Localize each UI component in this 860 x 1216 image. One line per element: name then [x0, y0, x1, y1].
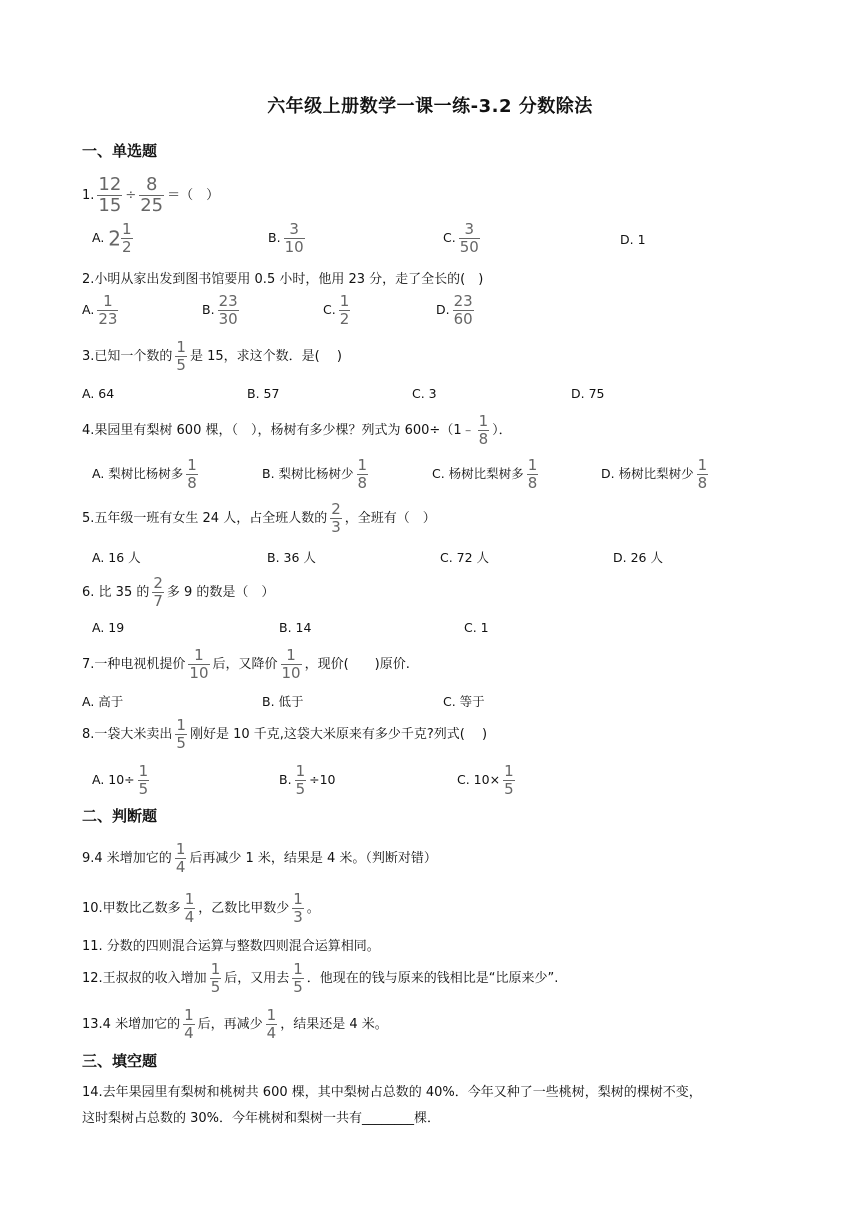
question-7: 7.一种电视机提价 $\frac{1}{10}$ 后，又降价 $\frac{1}{10}$ ，现价( )原价. — [82, 646, 410, 682]
fraction: $\frac{1}{5}$ — [210, 960, 221, 996]
question-14-line-1: 14.去年果园里有梨树和桃树共 600 棵，其中梨树占总数的 40%．今年又种了一些桃树，梨树的棵树不变， — [82, 1085, 702, 1100]
option-a[interactable]: A. $\frac{1}{23}$ — [82, 292, 118, 328]
fraction: $\frac{8}{25}$ — [140, 174, 164, 216]
question-12: 12.王叔叔的收入增加 $\frac{1}{5}$ 后，又用去 $\frac{1}{5}$ ．他现在的钱与原来的钱相比是“比原来少”. — [82, 960, 559, 996]
section-heading-fill-in: 三、填空题 — [82, 1052, 158, 1070]
option-c[interactable]: C. 3 — [412, 386, 437, 401]
fraction: $\frac{1}{5}$ — [295, 762, 306, 798]
option-b[interactable]: B. 14 — [279, 620, 312, 635]
question-6: 6. 比 35 的 $\frac{2}{7}$ 多 9 的数是（ ） — [82, 574, 275, 610]
option-d[interactable]: D. 杨树比梨树少 $\frac{1}{8}$ — [601, 456, 708, 492]
fraction: $\frac{1}{23}$ — [98, 292, 118, 328]
fraction: $\frac{1}{5}$ — [138, 762, 149, 798]
question-4: 4.果园里有梨树 600 棵，（ ），杨树有多少棵？列式为 600÷（1﹣ $\frac{1}{8}$ ）． — [82, 412, 512, 448]
fraction: $\frac{1}{4}$ — [184, 890, 195, 926]
option-c[interactable]: C. 杨树比梨树多 $\frac{1}{8}$ — [432, 456, 538, 492]
question-14-line-2: 这时梨树占总数的 30%．今年桃树和梨树一共有________棵． — [82, 1111, 441, 1126]
fraction: $\frac{2}{7}$ — [153, 574, 163, 610]
question-14 — [82, 1080, 782, 1132]
fraction: $\frac{1}{8}$ — [187, 456, 197, 492]
option-c[interactable]: C. $\frac{1}{2}$ — [323, 292, 350, 328]
fraction: $\frac{1}{8}$ — [478, 412, 489, 448]
question-3: 3.已知一个数的 $\frac{1}{5}$ 是 15，求这个数．是( ) — [82, 338, 342, 374]
fraction: $\frac{1}{4}$ — [266, 1006, 277, 1042]
option-b[interactable]: B. 低于 — [262, 694, 304, 709]
option-b[interactable]: B. 梨树比杨树少 $\frac{1}{8}$ — [262, 456, 368, 492]
fraction: $\frac{1}{2}$ — [339, 292, 350, 328]
option-a[interactable]: A. 19 — [92, 620, 125, 635]
fraction: $\frac{3}{10}$ — [284, 220, 304, 256]
fraction: $\frac{1}{10}$ — [281, 646, 301, 682]
question-tail: ＝（ ） — [167, 188, 220, 203]
fraction: $\frac{1}{8}$ — [357, 456, 368, 492]
fraction: $\frac{2}{3}$ — [331, 500, 341, 536]
question-2: 2.小明从家出发到图书馆要用 0.5 小时，他用 23 分，走了全长的( ) — [82, 272, 484, 287]
fraction: $\frac{23}{30}$ — [218, 292, 238, 328]
fraction: $\frac{3}{50}$ — [459, 220, 479, 256]
option-b[interactable]: B. $\frac{3}{10}$ — [268, 220, 304, 256]
question-1 — [82, 176, 219, 215]
option-c[interactable]: C. 10× $\frac{1}{5}$ — [457, 762, 514, 798]
section-heading-true-false: 二、判断题 — [82, 807, 158, 825]
question-number: 1. — [82, 188, 95, 203]
page-title: 六年级上册数学一课一练-3.2 分数除法 — [267, 96, 593, 117]
question-13: 13.4 米增加它的 $\frac{1}{4}$ 后，再减少 $\frac{1}{4}$ ，结果还是 4 米。 — [82, 1006, 388, 1042]
fraction: $\frac{12}{15}$ — [98, 174, 122, 216]
fraction: $\frac{23}{60}$ — [453, 292, 473, 328]
option-c[interactable]: C. $\frac{3}{50}$ — [443, 220, 479, 256]
option-a[interactable]: A. 梨树比杨树多 $\frac{1}{8}$ — [92, 456, 197, 492]
fraction: $\frac{1}{5}$ — [504, 762, 514, 798]
option-c[interactable]: C. 等于 — [443, 694, 485, 709]
question-10: 10.甲数比乙数多 $\frac{1}{4}$ ，乙数比甲数少 $\frac{1}{3}$ 。 — [82, 890, 320, 926]
question-11: 11. 分数的四则混合运算与整数四则混合运算相同。 — [82, 939, 380, 954]
option-a[interactable]: A. 10÷ $\frac{1}{5}$ — [92, 762, 149, 798]
option-c[interactable]: C. 1 — [464, 620, 489, 635]
section-heading-single-choice: 一、单选题 — [82, 142, 158, 160]
option-b[interactable]: B. 57 — [247, 386, 280, 401]
fraction: $\frac{1}{8}$ — [527, 456, 538, 492]
option-b[interactable]: B. 36 人 — [267, 550, 316, 565]
fraction: $\frac{1}{5}$ — [176, 338, 186, 374]
fraction: $\frac{1}{3}$ — [293, 890, 303, 926]
fraction: $\frac{1}{10}$ — [189, 646, 209, 682]
option-b[interactable]: B. $\frac{23}{30}$ — [202, 292, 238, 328]
fraction: $\frac{1}{4}$ — [175, 840, 186, 876]
fraction: $\frac{1}{4}$ — [184, 1006, 194, 1042]
operator: ÷ — [125, 188, 137, 203]
option-a[interactable]: A. 64 — [82, 386, 115, 401]
option-c[interactable]: C. 72 人 — [440, 550, 490, 565]
option-a[interactable]: A. 高于 — [82, 694, 124, 709]
option-d[interactable]: D. 1 — [620, 232, 646, 247]
option-d[interactable]: D. $\frac{23}{60}$ — [436, 292, 473, 328]
fraction: $\frac{1}{5}$ — [293, 960, 303, 996]
option-a[interactable]: A. 16 人 — [92, 550, 141, 565]
question-8: 8.一袋大米卖出 $\frac{1}{5}$ 刚好是 10 千克,这袋大米原来有多少千克?列式( ) — [82, 716, 488, 752]
fraction: $\frac{1}{2}$ — [122, 220, 132, 256]
option-b[interactable]: B. $\frac{1}{5}$ ÷10 — [279, 762, 336, 798]
fraction: $\frac{1}{8}$ — [697, 456, 708, 492]
option-d[interactable]: D. 26 人 — [613, 550, 663, 565]
question-5: 5.五年级一班有女生 24 人，占全班人数的 $\frac{2}{3}$ ，全班有（ ） — [82, 500, 436, 536]
option-d[interactable]: D. 75 — [571, 386, 605, 401]
question-9: 9.4 米增加它的 $\frac{1}{4}$ 后再减少 1 米，结果是 4 米。（判断对错） — [82, 840, 437, 876]
option-a[interactable]: A. 2 $\frac{1}{2}$ — [92, 220, 132, 256]
fraction: $\frac{1}{5}$ — [176, 716, 186, 752]
